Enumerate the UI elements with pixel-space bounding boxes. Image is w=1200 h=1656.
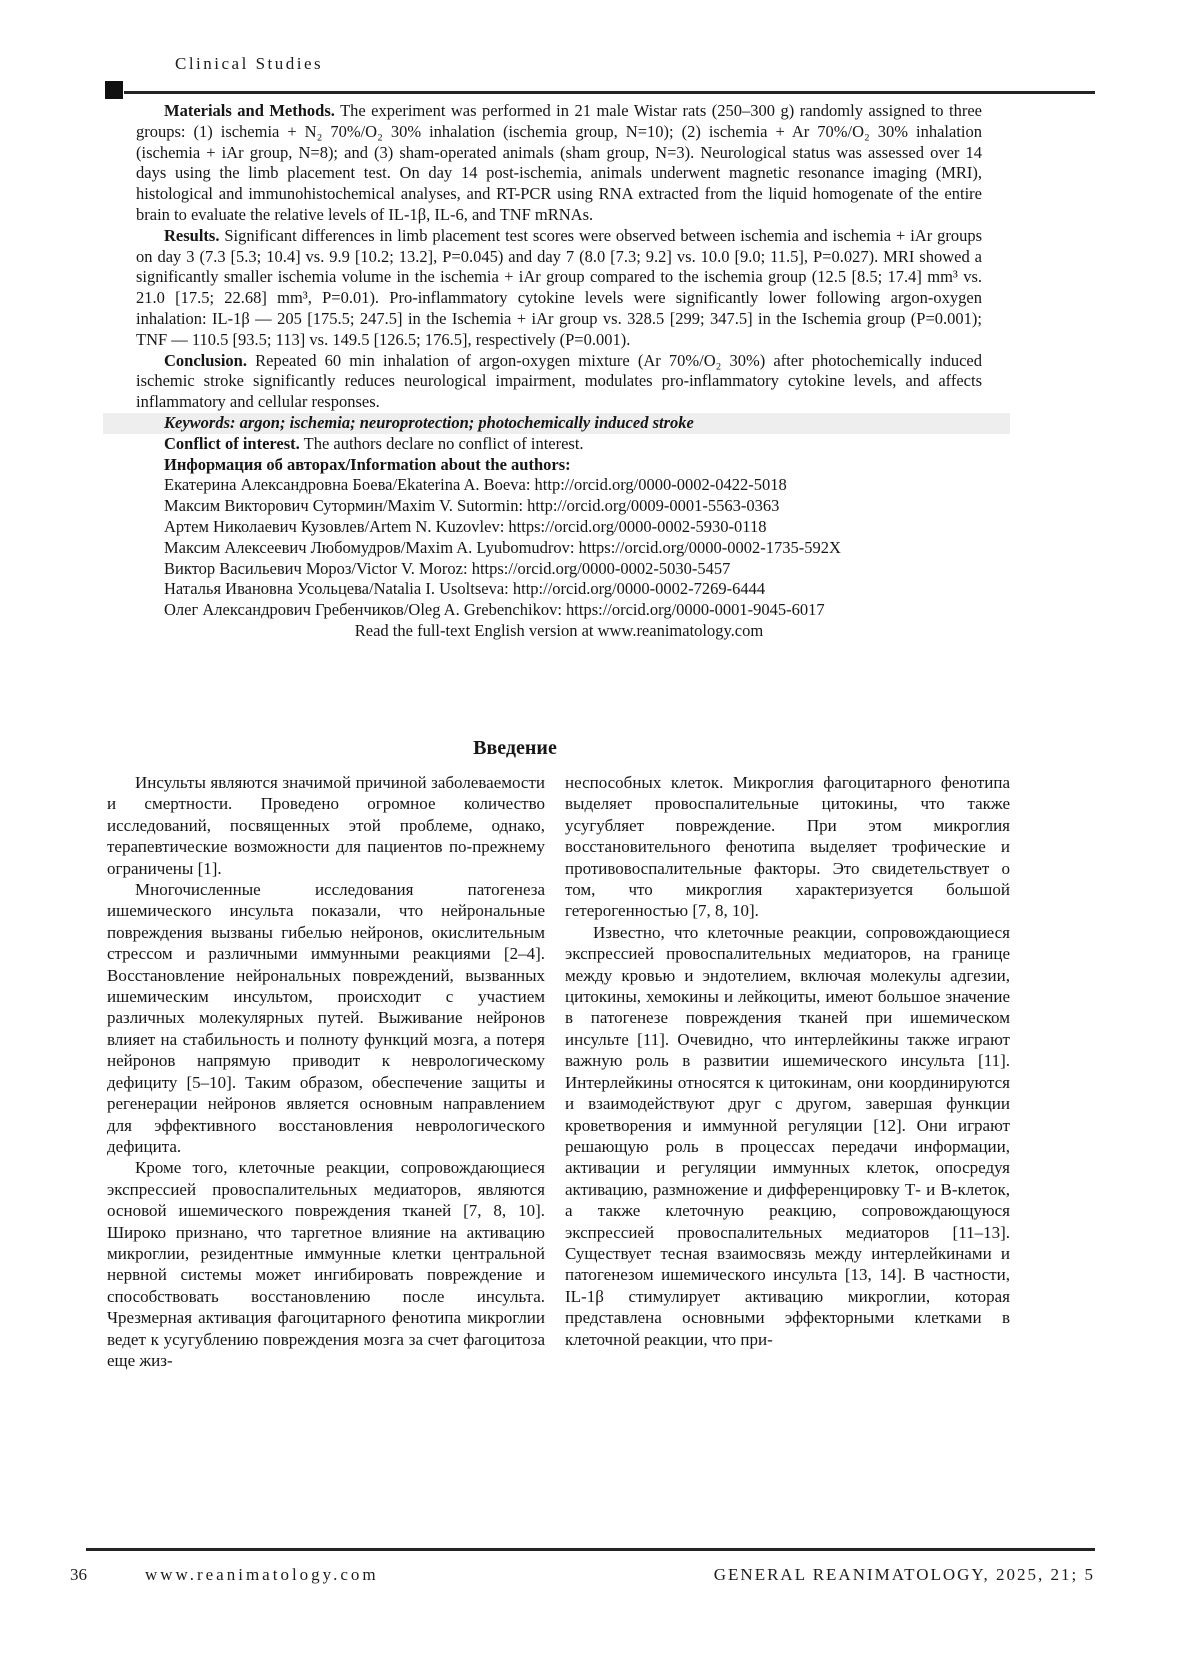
results-paragraph [136,226,982,351]
body-paragraph: Известно, что клеточные реакции, сопровождающиеся экспрессией провоспалительных медиаторов, на границе между кровью и эндотелием, включая молекулы адгезии, цитокины, хемокины и лейкоциты, имеют большое значение в патогенезе повреждения тканей при ишемическом инсульте [11]. Очевидно, что интерлейкины также играют важную роль в развитии ишемического инсульта [11]. Интерлейкины относятся к цитокинам, они координируются и взаимодействуют друг с другом, завершая функции кроветворения и иммунной регуляции [12]. Они играют решающую роль в процессах передачи информации, активации и регуляции иммунных клеток, опосредуя активацию, размножение и дифференцировку Т- и В-клеток, а также клеточную реакцию, сопровождающуюся экспрессией провоспалительных медиаторов [11–13]. Существует тесная взаимосвязь между интерлейкинами и патогенезом ишемического инсульта [13, 14]. В частности, IL-1β стимулирует активацию микроглии, которая представлена основными эффекторными клетками в клеточной реакции, что при- [565,922,1010,1349]
body-paragraph: неспособных клеток. Микроглия фагоцитарного фенотипа выделяет провоспалительные цитокины, что также усугубляет повреждение. При этом микроглия восстановительного фенотипа выделяет трофические и противовоспалительные факторы. Это свидетельствует о том, что микроглия характеризуется большой гетерогенностью [7, 8, 10]. [565,773,1010,921]
body-paragraph: Кроме того, клеточные реакции, сопровождающиеся экспрессией провоспалительных медиаторов, являются основой ишемического повреждения тканей [7, 8, 10]. Широко признано, что таргетное влияние на активацию микроглии, резидентные иммунные клетки центральной нервной системы может ингибировать повреждение и способствовать восстановлению после инсульта. Чрезмерная активация фагоцитарного фенотипа микроглии ведет к усугублению повреждения мозга за счет фагоцитоза еще жиз- [107,1158,545,1370]
introduction-heading: Введение [473,737,557,759]
page-header [105,54,1095,99]
abstract-section [136,101,982,642]
author-orcid-line: Максим Алексеевич Любомудров/Maxim A. Lyubomudrov: https://orcid.org/0000-0002-1735-592X [164,537,841,557]
conclusion-label: Conclusion. [164,350,247,370]
conclusion-paragraph [136,351,982,413]
section-label: Clinical Studies [175,54,324,73]
results-text: Significant differences in limb placement test scores were observed between ischemia and ischemia + iAr groups on day 3 (7.3 [5.3; 10.4] vs. 9.9 [10.2; 13.2], P=0.045) and day 7 (8.0 [7.3; 9.2] vs. 10.0 [9.0; 11.5], P=0.027). MRI showed a significantly smaller ischemia volume in the ischemia + iAr group compared to the ischemia group (12.5 [8.5; 17.4] mm³ vs. 21.0 [17.5; 22.68] mm³, P=0.01). Pro-inflammatory cytokine levels were significantly lower following argon-oxygen inhalation: IL-1β — 205 [175.5; 247.5] in the Ischemia + iAr group vs. 328.5 [299; 347.5] in the Ischemia group (P=0.001); TNF — 110.5 [93.5; 113] vs. 149.5 [126.5; 176.5], respectively (P=0.001). [136,225,982,349]
author-orcid-line: Екатерина Александровна Боева/Ekaterina A. Boeva: http://orcid.org/0000-0002-0422-5018 [164,475,787,495]
footer-row [70,1551,1095,1585]
header-square-marker [105,81,123,99]
journal-website: www.reanimatology.com [145,1565,379,1584]
left-column [107,772,545,1371]
body-paragraph: Инсульты являются значимой причиной заболеваемости и смертности. Проведено огромное количество исследований, посвященных этой проблеме, однако, терапевтические возможности для пациентов по-прежнему ограничены [1]. [107,773,545,878]
author-orcid-line: Наталья Ивановна Усольцева/Natalia I. Usoltseva: http://orcid.org/0000-0002-7269-6444 [164,579,766,599]
author-orcid-line: Виктор Васильевич Мороз/Victor V. Moroz: https://orcid.org/0000-0002-5030-5457 [164,558,731,578]
keywords-line: Keywords: argon; ischemia; neuroprotection; photochemically induced stroke [103,413,1010,434]
materials-paragraph [136,101,982,226]
authors-heading: Информация об авторах/Information about the authors: [164,454,571,474]
header-rule-line [124,91,1095,94]
header-rule [105,81,1095,99]
conclusion-text: Repeated 60 min inhalation of argon-oxygen mixture (Ar 70%/O₂ 30%) after photochemically induced ischemic stroke significantly reduces neurological impairment, modulates pro-inflammatory cytokine levels, and affects inflammatory and cellular responses. [136,350,983,412]
right-column [565,772,1010,1371]
journal-citation: GENERAL REANIMATOLOGY, 2025, 21; 5 [713,1565,1095,1584]
two-column-body [107,772,1010,1371]
materials-label: Materials and Methods. [164,101,335,120]
materials-text: The experiment was performed in 21 male Wistar rats (250–300 g) randomly assigned to three groups: (1) ischemia + N₂ 70%/O₂ 30% inhalation (ischemia group, N=10); (2) ischemia + Ar 70%/O₂ 30% inhalation (ischemia + iAr group, N=8); and (3) sham-operated animals (sham group, N=3). Neurological status was assessed over 14 days using the limb placement test. On day 14 post-ischemia, animals underwent magnetic resonance imaging (MRI), histological and immunohistochemical analyses, and RT-PCR using RNA extracted from the liquid homogenate of the entire brain to evaluate the relative levels of IL-1β, IL-6, and TNF mRNAs. [136,101,982,224]
body-paragraph: Многочисленные исследования патогенеза ишемического инсульта показали, что нейрональные повреждения вызваны гибелью нейронов, окислительным стрессом и различными иммунными реакциями [2–4]. Восстановление нейрональных повреждений, вызванных ишемическим инсультом, происходит с участием различных молекулярных путей. Выживание нейронов влияет на стабильность и полноту функций мозга, а потеря нейронов напрямую приводит к неврологическому дефициту [5–10]. Таким образом, обеспечение защиты и регенерации нейронов является основным направлением для эффективного восстановления неврологического дефицита. [107,880,545,1156]
fulltext-note: Read the full-text English version at www.reanimatology.com [354,620,764,640]
conflict-label: Conflict of interest. [164,433,300,453]
conflict-of-interest-paragraph [136,434,982,455]
conflict-text: The authors declare no conflict of interest. [303,433,584,453]
author-orcid-line: Максим Викторович Сутормин/Maxim V. Sutormin: http://orcid.org/0009-0001-5563-0363 [164,496,780,516]
results-label: Results. [164,225,220,245]
author-orcid-line: Артем Николаевич Кузовлев/Artem N. Kuzovlev: https://orcid.org/0000-0002-5930-0118 [164,516,767,536]
introduction-section [107,737,1010,1479]
page-footer [70,1548,1095,1585]
author-orcid-line: Олег Александрович Гребенчиков/Oleg A. Grebenchikov: https://orcid.org/0000-0001-9045-6017 [164,600,825,620]
page-number: 36 [70,1565,87,1584]
